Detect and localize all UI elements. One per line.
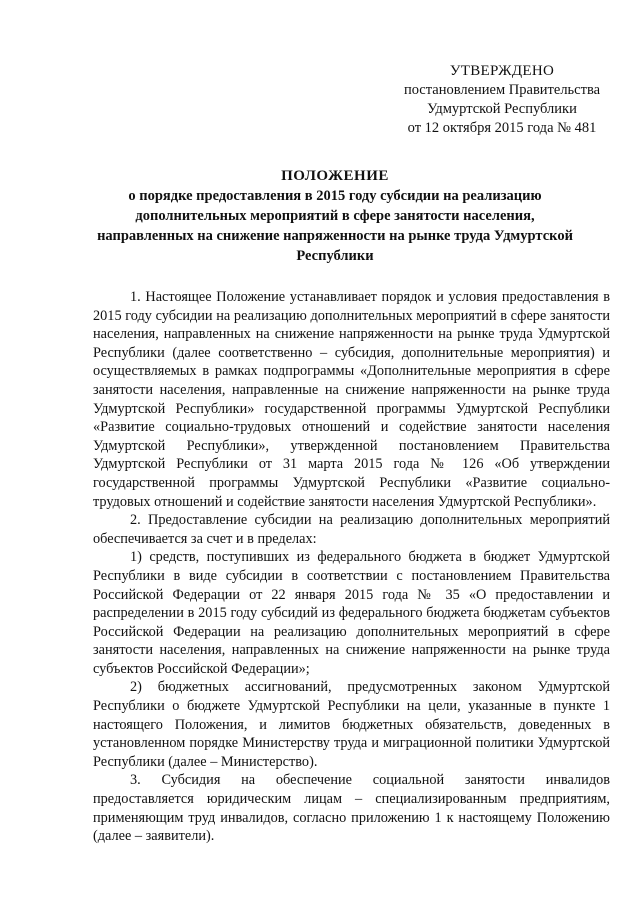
approval-heading: УТВЕРЖДЕНО xyxy=(449,63,555,79)
title-subtitle: о порядке предоставления в 2015 году субсидии на реализацию дополнительных мероприятий в сфере занятости населения, направленных на снижение напряженности на рынке труда Удмуртской Республики xyxy=(97,188,573,264)
paragraph-2-item-1: 1) средств, поступивших из федерального бюджета в бюджет Удмуртской Республики в виде субсидии в соответствии с постановлением Правительства Российской Федерации от 22 января 2015 года № 35 «О предоставлении и распределении в 2015 году субсидий из федерального бюджета бюджетам субъектов Российской Федерации на реализацию дополнительных мероприятий в сфере занятости населения, направленных на снижение напряженности на рынке труда субъектов Российской Федерации»; xyxy=(93,549,610,677)
paragraph-2-item-2: 2) бюджетных ассигнований, предусмотренных законом Удмуртской Республики о бюджете Удмуртской Республики на цели, указанные в пункте 1 настоящего Положения, и лимитов бюджетных обязательств, доведенных в установленном порядке Министерству труда и миграционной политики Удмуртской Республики (далее – Министерство). xyxy=(93,679,610,770)
approval-stamp xyxy=(392,62,612,138)
paragraph-3: 3. Субсидия на обеспечение социальной занятости инвалидов предоставляется юридическим лицам – специализированным предприятиям, применяющим труд инвалидов, согласно приложению 1 к настоящему Положению (далее – заявители). xyxy=(93,772,610,845)
title-main: ПОЛОЖЕНИЕ xyxy=(281,168,389,184)
document-body xyxy=(93,288,610,846)
paragraph-1: 1. Настоящее Положение устанавливает порядок и условия предоставления в 2015 году субсидии на реализацию дополнительных мероприятий в сфере занятости населения, направленных на снижение напряженности на рынке труда Удмуртской Республики (далее соответственно – субсидия, дополнительные мероприятия) и осуществляемых в рамках подпрограммы «Дополнительные мероприятия в сфере занятости населения, направленные на снижение напряженности на рынке труда Удмуртской Республики» государственной программы Удмуртской Республики «Развитие социально-трудовых отношений и содействие занятости населения Удмуртской Республики», утвержденной постановлением Правительства Удмуртской Республики от 31 марта 2015 года № 126 «Об утверждении государственной программы Удмуртской Республики «Развитие социально-трудовых отношений и содействие занятости населения Удмуртской Республики». xyxy=(93,289,610,510)
paragraph-2: 2. Предоставление субсидии на реализацию дополнительных мероприятий обеспечивается за счет и в пределах: xyxy=(93,512,610,547)
approval-line-2: Удмуртской Республики xyxy=(427,101,577,117)
approval-line-3: от 12 октября 2015 года № 481 xyxy=(407,120,597,136)
approval-line-1: постановлением Правительства xyxy=(403,82,601,98)
document-title xyxy=(96,166,574,266)
